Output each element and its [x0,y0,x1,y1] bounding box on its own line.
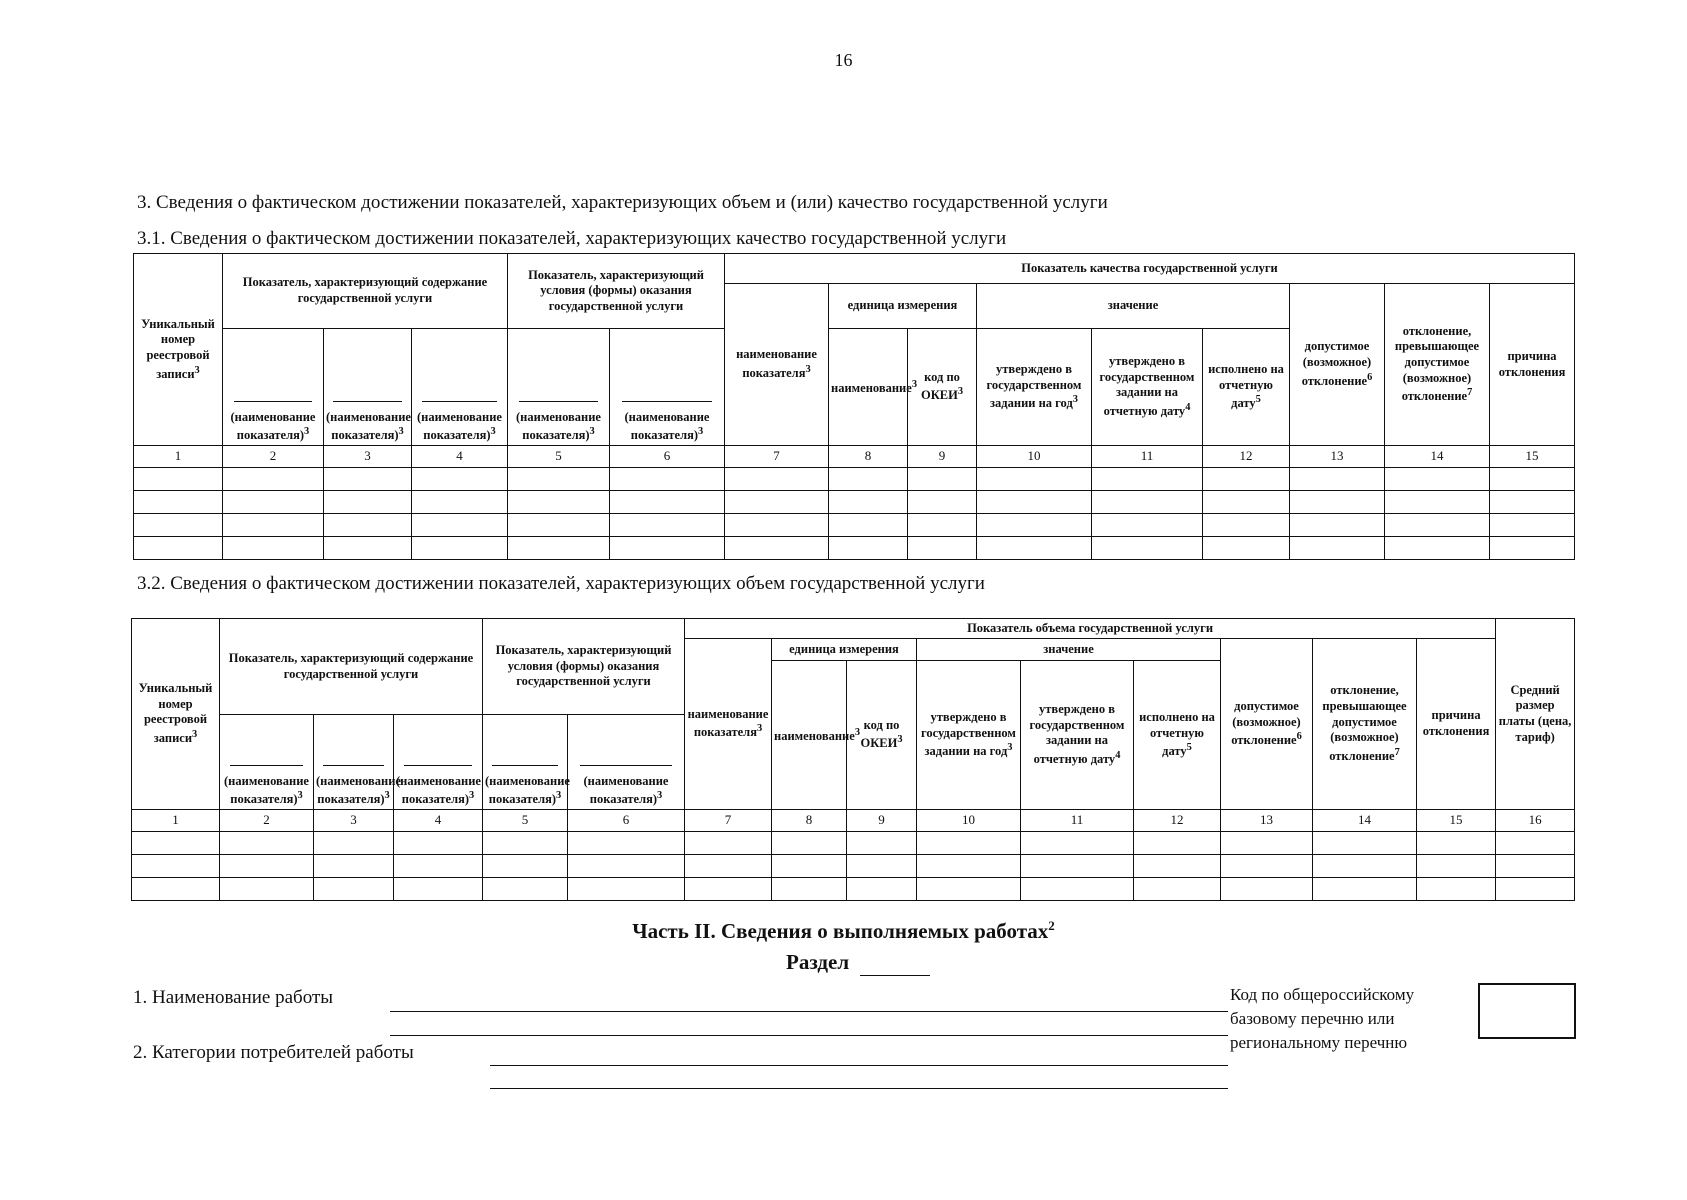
code-label-line: Код по общероссийскому [1230,985,1415,1004]
table-cell[interactable] [483,832,568,855]
table-cell[interactable] [1385,514,1490,537]
work-name-line-1[interactable] [390,1011,1228,1012]
header-quality-indicator: Показатель качества государственной услуги [725,254,1575,284]
section-3-1-title: 3.1. Сведения о фактическом достижении показателей, характеризующих качество государственной услуги [137,228,1007,249]
sub-header-c5: (наименование показателя)$^3$ [483,715,568,810]
table-cell[interactable] [772,855,847,878]
col-number: 3 [314,810,394,832]
table-cell[interactable] [1313,878,1417,901]
section-3-title: 3. Сведения о фактическом достижении показателей, характеризующих объем и (или) качество государственной услуги [137,192,1108,213]
header-unique-number: Уникальный номер реестровой записи$^3$ [134,254,223,446]
header-volume-indicator: Показатель объема государственной услуги [685,619,1496,639]
table-cell[interactable] [1021,878,1134,901]
code-label [1230,983,1414,1055]
table-cell[interactable] [324,514,412,537]
table-cell[interactable] [483,878,568,901]
col-number: 2 [220,810,314,832]
table-cell[interactable] [508,491,610,514]
sub-header-c5: (наименование показателя)$^3$ [508,329,610,446]
sub-header-c3: (наименование показателя)$^3$ [314,715,394,810]
col-number: 13 [1221,810,1313,832]
sub-header-c6: (наименование показателя)$^3$ [568,715,685,810]
table-cell[interactable] [1490,468,1575,491]
col-number: 12 [1203,446,1290,468]
table-cell[interactable] [977,468,1092,491]
col-number: 2 [223,446,324,468]
table-cell[interactable] [314,878,394,901]
table-cell[interactable] [977,491,1092,514]
table-cell[interactable] [685,855,772,878]
table-cell[interactable] [610,514,725,537]
header-okei-code: код по ОКЕИ$^3$ [847,661,917,810]
table-cell[interactable] [1290,537,1385,560]
col-number: 11 [1021,810,1134,832]
header-deviation-reason: причина отклонения [1417,639,1496,810]
table-cell[interactable] [610,468,725,491]
table-cell[interactable] [134,514,223,537]
header-approved-year: утверждено в государственном задании на год$^3$ [977,329,1092,446]
table-row [134,468,1575,491]
header-indicator-name: наименование показателя$^3$ [725,284,829,446]
table-cell[interactable] [829,514,908,537]
header-okei-code: код по ОКЕИ$^3$ [908,329,977,446]
table-cell[interactable] [568,855,685,878]
table-cell[interactable] [1496,832,1575,855]
table-row [134,537,1575,560]
table-cell[interactable] [1417,832,1496,855]
col-number: 12 [1134,810,1221,832]
header-executed: исполнено на отчетную дату$^5$ [1134,661,1221,810]
table-cell[interactable] [412,537,508,560]
table-cell[interactable] [829,537,908,560]
table-cell[interactable] [1290,468,1385,491]
table-cell[interactable] [1092,491,1203,514]
code-label-line: региональному перечню [1230,1033,1408,1052]
table-cell[interactable] [1490,491,1575,514]
table-cell[interactable] [685,878,772,901]
header-exceeding-deviation: отклонение, превышающее допустимое (возможное) отклонение$^7$ [1313,639,1417,810]
table-cell[interactable] [1385,537,1490,560]
table-cell[interactable] [1496,855,1575,878]
table-cell[interactable] [1021,855,1134,878]
table-cell[interactable] [1385,468,1490,491]
part2-title: Часть II. Сведения о выполняемых работах$^2$ [632,918,1055,943]
table-cell[interactable] [610,491,725,514]
header-unit-name: наименование$^3$ [829,329,908,446]
table-cell[interactable] [134,537,223,560]
col-number: 7 [685,810,772,832]
sub-header-c2: (наименование показателя)$^3$ [223,329,324,446]
table-cell[interactable] [908,468,977,491]
table-cell[interactable] [1021,832,1134,855]
header-content-indicator: Показатель, характеризующий содержание государственной услуги [223,254,508,329]
col-number: 9 [847,810,917,832]
table-cell[interactable] [1092,514,1203,537]
col-number: 11 [1092,446,1203,468]
table-cell[interactable] [1496,878,1575,901]
col-number: 10 [977,446,1092,468]
table-cell[interactable] [324,491,412,514]
header-unique-number: Уникальный номер реестровой записи$^3$ [132,619,220,810]
table-cell[interactable] [1490,514,1575,537]
page-number: 16 [834,50,853,70]
table-cell[interactable] [508,468,610,491]
col-number: 4 [412,446,508,468]
code-box[interactable] [1478,983,1576,1039]
col-number: 6 [568,810,685,832]
table-cell[interactable] [847,878,917,901]
header-allowed-deviation: допустимое (возможное) отклонение$^6$ [1290,284,1385,446]
table-cell[interactable] [132,878,220,901]
sub-header-c4: (наименование показателя)$^3$ [412,329,508,446]
table-cell[interactable] [1134,878,1221,901]
table-cell[interactable] [1203,514,1290,537]
table-cell[interactable] [610,537,725,560]
code-label-line: базовому перечню или [1230,1009,1395,1028]
header-executed: исполнено на отчетную дату$^5$ [1203,329,1290,446]
col-number: 8 [829,446,908,468]
table-row [134,514,1575,537]
header-approved-year: утверждено в государственном задании на год$^3$ [917,661,1021,810]
col-number: 15 [1490,446,1575,468]
column-numbers-row [132,810,1575,832]
table-cell[interactable] [134,468,223,491]
table-cell[interactable] [847,855,917,878]
sub-header-c3: (наименование показателя)$^3$ [324,329,412,446]
table-cell[interactable] [220,878,314,901]
table-cell[interactable] [1417,878,1496,901]
col-number: 6 [610,446,725,468]
header-average-fee: Средний размер платы (цена, тариф) [1496,619,1575,810]
table-row [132,832,1575,855]
table-cell[interactable] [1203,468,1290,491]
sub-header-c2: (наименование показателя)$^3$ [220,715,314,810]
volume-indicators-table [131,618,1575,901]
header-deviation-reason: причина отклонения [1490,284,1575,446]
table-cell[interactable] [394,855,483,878]
col-number: 14 [1385,446,1490,468]
header-content-indicator: Показатель, характеризующий содержание государственной услуги [220,619,483,715]
col-number: 8 [772,810,847,832]
table-cell[interactable] [917,878,1021,901]
table-cell[interactable] [1490,537,1575,560]
header-exceeding-deviation: отклонение, превышающее допустимое (возможное) отклонение$^7$ [1385,284,1490,446]
table-cell[interactable] [772,832,847,855]
table-cell[interactable] [324,537,412,560]
table-cell[interactable] [324,468,412,491]
col-number: 3 [324,446,412,468]
table-cell[interactable] [568,832,685,855]
col-number: 5 [483,810,568,832]
col-number: 10 [917,810,1021,832]
quality-indicators-table [133,253,1575,560]
table-cell[interactable] [223,491,324,514]
table-cell[interactable] [314,832,394,855]
table-cell[interactable] [223,514,324,537]
table-cell[interactable] [1385,491,1490,514]
table-cell[interactable] [977,537,1092,560]
table-cell[interactable] [847,832,917,855]
table-cell[interactable] [508,537,610,560]
table-cell[interactable] [220,832,314,855]
header-value: значение [917,639,1221,661]
table-cell[interactable] [412,468,508,491]
table-cell[interactable] [1092,537,1203,560]
table-cell[interactable] [908,491,977,514]
col-number: 4 [394,810,483,832]
table-cell[interactable] [1134,855,1221,878]
table-cell[interactable] [1203,537,1290,560]
col-number: 1 [134,446,223,468]
table-cell[interactable] [977,514,1092,537]
column-numbers-row [134,446,1575,468]
table-cell[interactable] [1290,491,1385,514]
table-cell[interactable] [685,832,772,855]
table-cell[interactable] [568,878,685,901]
table-row [132,878,1575,901]
table-cell[interactable] [1417,855,1496,878]
header-approved-date: утверждено в государственном задании на отчетную дату$^4$ [1021,661,1134,810]
consumers-line-2[interactable] [490,1088,1228,1089]
table-cell[interactable] [223,468,324,491]
header-conditions-indicator: Показатель, характеризующий условия (формы) оказания государственной услуги [483,619,685,715]
table-cell[interactable] [1313,832,1417,855]
header-conditions-indicator: Показатель, характеризующий условия (формы) оказания государственной услуги [508,254,725,329]
table-cell[interactable] [483,855,568,878]
table-cell[interactable] [394,878,483,901]
table-cell[interactable] [134,491,223,514]
table-cell[interactable] [772,878,847,901]
header-unit: единица измерения [829,284,977,329]
work-name-line-2[interactable] [390,1035,1228,1036]
table-cell[interactable] [725,491,829,514]
section-label: Раздел [786,950,850,974]
col-number: 1 [132,810,220,832]
table-cell[interactable] [394,832,483,855]
table-cell[interactable] [725,468,829,491]
table-cell[interactable] [829,491,908,514]
consumers-label: 2. Категории потребителей работы [133,1042,414,1063]
table-row [134,491,1575,514]
table-cell[interactable] [725,537,829,560]
table-cell[interactable] [1203,491,1290,514]
table-cell[interactable] [508,514,610,537]
table-cell[interactable] [908,537,977,560]
table-cell[interactable] [314,855,394,878]
col-number: 13 [1290,446,1385,468]
header-indicator-name: наименование показателя$^3$ [685,639,772,810]
col-number: 9 [908,446,977,468]
table-cell[interactable] [908,514,977,537]
table-cell[interactable] [829,468,908,491]
col-number: 16 [1496,810,1575,832]
col-number: 15 [1417,810,1496,832]
section-3-2-title: 3.2. Сведения о фактическом достижении показателей, характеризующих объем государственной услуги [137,573,985,594]
sub-header-c4: (наименование показателя)$^3$ [394,715,483,810]
table-cell[interactable] [917,855,1021,878]
header-unit: единица измерения [772,639,917,661]
table-cell[interactable] [917,832,1021,855]
col-number: 7 [725,446,829,468]
table-cell[interactable] [412,514,508,537]
table-cell[interactable] [1313,855,1417,878]
header-allowed-deviation: допустимое (возможное) отклонение$^6$ [1221,639,1313,810]
table-row [132,855,1575,878]
table-cell[interactable] [1290,514,1385,537]
consumers-line-1[interactable] [490,1065,1228,1066]
work-name-label: 1. Наименование работы [133,987,334,1008]
table-cell[interactable] [1221,832,1313,855]
table-cell[interactable] [1221,855,1313,878]
header-unit-name: наименование$^3$ [772,661,847,810]
col-number: 14 [1313,810,1417,832]
table-cell[interactable] [1134,832,1221,855]
table-cell[interactable] [1092,468,1203,491]
sub-header-c6: (наименование показателя)$^3$ [610,329,725,446]
table-cell[interactable] [223,537,324,560]
table-cell[interactable] [412,491,508,514]
table-cell[interactable] [220,855,314,878]
table-cell[interactable] [1221,878,1313,901]
table-cell[interactable] [132,855,220,878]
header-value: значение [977,284,1290,329]
section-number-line[interactable] [860,975,930,976]
col-number: 5 [508,446,610,468]
table-cell[interactable] [132,832,220,855]
header-approved-date: утверждено в государственном задании на отчетную дату$^4$ [1092,329,1203,446]
table-cell[interactable] [725,514,829,537]
